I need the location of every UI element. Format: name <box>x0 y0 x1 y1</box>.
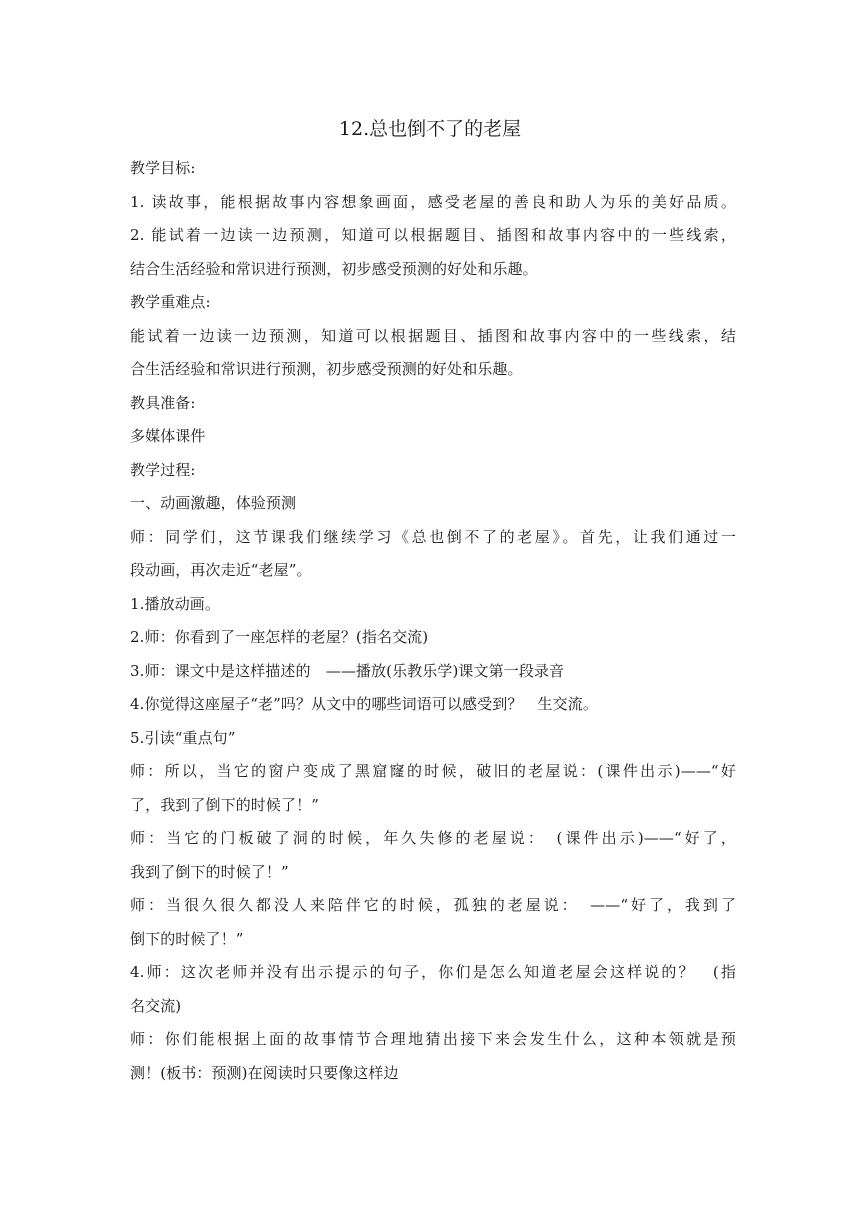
text-line: 一、动画激趣，体验预测 <box>130 494 297 512</box>
text-line: 教具准备: <box>130 393 196 412</box>
text-line: 师：当很久很久都没人来陪伴它的时候，孤独的老屋说： ——“好了，我到了 <box>130 896 736 914</box>
document-title: 12.总也倒不了的老屋 <box>338 118 522 140</box>
text-line: 能试着一边读一边预测，知道可以根据题目、插图和故事内容中的一些线索，结 <box>130 326 736 345</box>
text-line: 测！(板书：预测)在阅读时只要像这样边 <box>130 1063 399 1082</box>
text-line: 3.师：课文中是这样描述的 ——播放(乐教乐学)课文第一段录音 <box>130 661 565 680</box>
document-body <box>130 152 736 1090</box>
text-line: 段动画，再次走近“老屋”。 <box>130 561 312 579</box>
text-line: 4.你觉得这座屋子“老”吗？从文中的哪些词语可以感受到？ 生交流。 <box>130 695 598 713</box>
text-line: 多媒体课件 <box>130 427 206 445</box>
text-line: 我到了倒下的时候了！” <box>130 862 289 881</box>
text-line: 倒下的时候了！” <box>130 929 244 948</box>
text-line: 结合生活经验和常识进行预测，初步感受预测的好处和乐趣。 <box>130 259 538 278</box>
text-line: 了，我到了倒下的时候了！” <box>130 795 319 814</box>
text-line: 师：同学们，这节课我们继续学习《总也倒不了的老屋》。首先，让我们通过一 <box>130 527 736 546</box>
text-line: 师：你们能根据上面的故事情节合理地猜出接下来会发生什么，这种本领就是预 <box>130 1030 736 1048</box>
text-line: 1.播放动画。 <box>130 594 221 613</box>
text-line: 教学过程: <box>130 460 196 479</box>
text-line: 2. 能试着一边读一边预测，知道可以根据题目、插图和故事内容中的一些线索， <box>130 226 736 244</box>
text-line: 师：所以，当它的窗户变成了黑窟窿的时候，破旧的老屋说：(课件出示)——“好 <box>130 762 736 780</box>
text-line: 名交流) <box>130 996 182 1015</box>
text-line: 师：当它的门板破了洞的时候，年久失修的老屋说： (课件出示)——“好了， <box>130 829 736 847</box>
text-line: 2.师：你看到了一座怎样的老屋？(指名交流) <box>130 628 429 646</box>
text-line: 教学重难点: <box>130 293 211 311</box>
text-line: 5.引读“重点句” <box>130 728 236 747</box>
text-line: 教学目标: <box>130 159 196 177</box>
text-line: 1. 读故事，能根据故事内容想象画面，感受老屋的善良和助人为乐的美好品质。 <box>130 192 736 211</box>
text-line: 合生活经验和常识进行预测，初步感受预测的好处和乐趣。 <box>130 360 523 378</box>
text-line: 4.师：这次老师并没有出示提示的句子，你们是怎么知道老屋会这样说的？ (指 <box>130 963 736 981</box>
